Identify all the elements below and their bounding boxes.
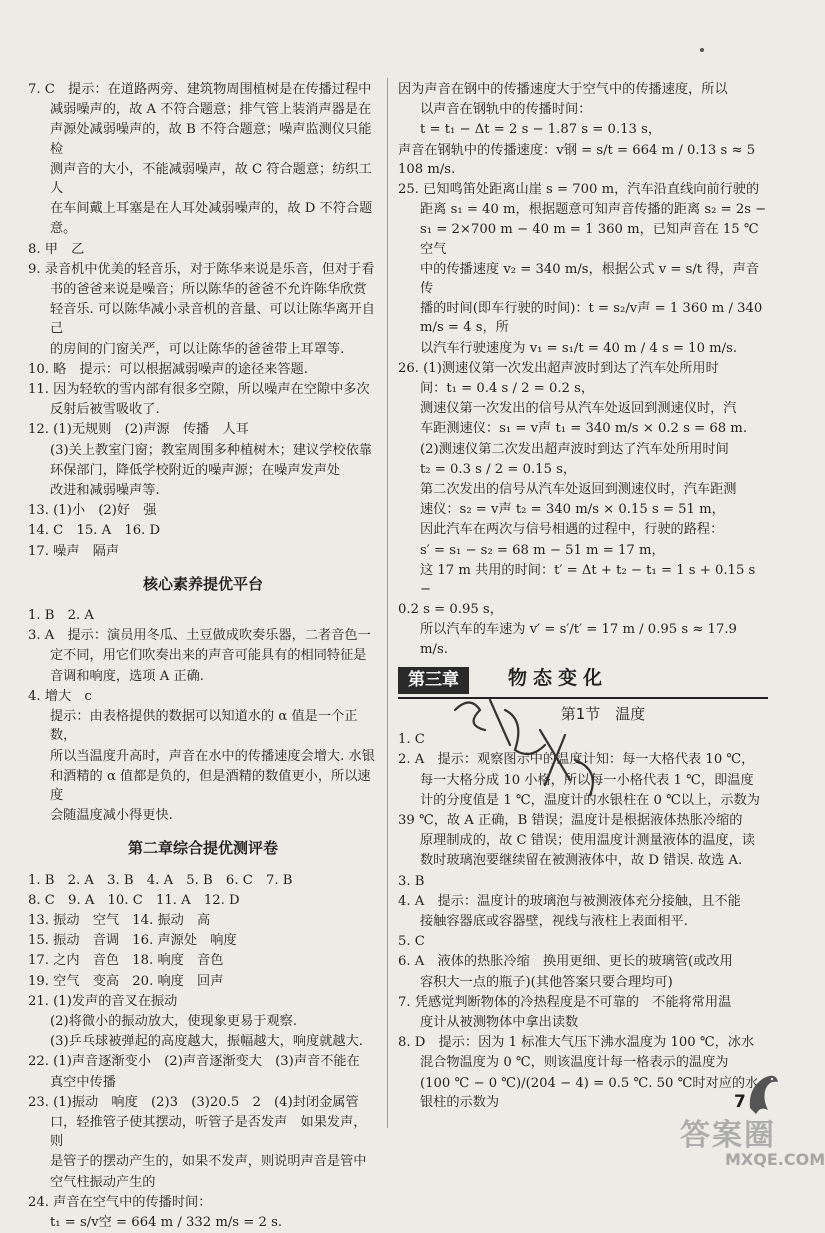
text-line: 书的爸爸来说是噪音；所以陈华的爸爸不允许陈华欣赏 bbox=[50, 282, 367, 298]
text-line: 所以当温度升高时，声音在水中的传播速度会增大. 水银 bbox=[50, 748, 375, 764]
text-line: (100 ℃ − 0 ℃)/(204 − 4) = 0.5 ℃. 50 ℃时对应的水银柱的示数为 bbox=[420, 1075, 759, 1110]
text-line: 21. (1)发声的音叉在振动 bbox=[28, 993, 178, 1009]
text-line: 轻音乐. 可以陈华减小录音机的音量、可以让陈华离开自己 bbox=[50, 302, 375, 337]
text-line: 24. 声音在空气中的传播时间： bbox=[28, 1194, 212, 1210]
left-column bbox=[28, 80, 378, 1233]
text-line: 4. 增大 c bbox=[28, 688, 92, 704]
column-divider bbox=[387, 78, 388, 1128]
text-line: 23. (1)振动 响度 (2)3 (3)20.5 2 (4)封闭金属管 bbox=[28, 1094, 359, 1110]
text-line: 中的传播速度 v₂ = 340 m/s，根据公式 v = s/t 得，声音传 bbox=[420, 261, 760, 297]
core-answers bbox=[28, 606, 378, 825]
text-line: (2)将微小的振动放大，使现象更易于观察. bbox=[50, 1013, 298, 1029]
text-line: 在车间戴上耳塞是在人耳处减弱噪声的，故 D 不符合题 bbox=[50, 201, 373, 217]
text-line: s′ = s₁ − s₂ = 68 m − 51 m = 17 m， bbox=[420, 542, 665, 558]
text-line: 空气柱振动产生的 bbox=[50, 1174, 156, 1190]
text-line: 所以汽车的车速为 v′ = s′/t′ = 17 m / 0.95 s ≈ 17.9 m/s. bbox=[420, 622, 737, 657]
text-line: 39 ℃，故 A 正确，B 错误；温度计是根据液体热胀冷缩的 bbox=[398, 812, 743, 828]
text-line: (2)测速仪第二次发出超声波时到达了汽车处所用时间 bbox=[420, 441, 729, 457]
page-number: 7 bbox=[734, 1092, 746, 1112]
text-line: 测速仪第一次发出的信号从汽车处返回到测速仪时，汽 bbox=[420, 401, 737, 417]
text-line: 减弱噪声的，故 A 不符合题意；排气管上装消声器是在 bbox=[50, 102, 372, 118]
text-line: 0.2 s = 0.95 s， bbox=[398, 602, 503, 618]
text-line: 2. A 提示：观察图示中的温度计知：每一大格代表 10 ℃， bbox=[398, 752, 755, 768]
text-line: 6. A 液体的热胀冷缩 换用更细、更长的玻璃管(或改用 bbox=[398, 954, 733, 970]
text-line: 以汽车行驶速度为 v₁ = s₁/t = 40 m / 4 s = 10 m/s. bbox=[420, 340, 738, 356]
text-line: 因为声音在钢中的传播速度大于空气中的传播速度，所以 bbox=[398, 82, 728, 97]
chapter-title: 物态变化 bbox=[508, 666, 609, 689]
text-line: 真空中传播 bbox=[50, 1074, 116, 1090]
text-line: 反射后被雪吸收了. bbox=[50, 402, 160, 418]
text-line: 17. 噪声 隔声 bbox=[28, 543, 120, 559]
text-line: 14. C 15. A 16. D bbox=[28, 523, 161, 539]
watermark-logo: 答案圈 bbox=[680, 1118, 776, 1153]
section-title-core: 核心素养提优平台 bbox=[142, 574, 263, 593]
text-line: 是管子的摆动产生的，如果不发声，则说明声音是管中 bbox=[50, 1154, 367, 1170]
watermark-url: MXQE.COM bbox=[725, 1150, 825, 1169]
text-line: 8. 甲 乙 bbox=[28, 241, 85, 257]
text-line: 度计从被测物体中拿出读数 bbox=[420, 1014, 579, 1030]
text-line: t = t₁ − Δt = 2 s − 1.87 s = 0.13 s， bbox=[420, 122, 662, 138]
text-line: 5. C bbox=[398, 934, 425, 950]
text-line: 19. 空气 变高 20. 响度 回声 bbox=[28, 973, 224, 989]
text-line: 3. A 提示：演员用冬瓜、土豆做成吹奏乐器，二者音色一 bbox=[28, 628, 371, 644]
text-line: 25. 已知鸣笛处距离山崖 s = 700 m，汽车沿直线向前行驶的 bbox=[398, 182, 760, 198]
text-line: 13. 振动 空气 14. 振动 高 bbox=[28, 912, 211, 928]
text-line: t₂ = 0.3 s / 2 = 0.15 s， bbox=[420, 461, 577, 477]
text-line: 8. C 9. A 10. C 11. A 12. D bbox=[28, 892, 240, 908]
text-line: 音调和响度，选项 A 正确. bbox=[50, 668, 204, 684]
text-line: 11. 因为轻软的雪内部有很多空隙，所以噪声在空隙中多次 bbox=[28, 382, 370, 398]
left-answer-block bbox=[28, 80, 378, 561]
text-line: 测声音的大小，不能减弱噪声，故 C 符合题意；纺织工人 bbox=[50, 161, 372, 197]
text-line: 和酒精的 α 值都是负的，但是酒精的数值更小，所以速度 bbox=[50, 768, 371, 803]
text-line: 1. B 2. A 3. B 4. A 5. B 6. C 7. B bbox=[28, 872, 293, 888]
text-line: 第二次发出的信号从汽车处返回到测速仪时，汽车距测 bbox=[420, 482, 737, 498]
text-line: 接触容器底或容器壁，视线与液柱上表面相平. bbox=[420, 913, 688, 929]
text-line: 混合物温度为 0 ℃，则该温度计每一格表示的温度为 bbox=[420, 1055, 729, 1071]
text-line: 1. C bbox=[398, 732, 425, 748]
text-line: t₁ = s/v空 = 664 m / 332 m/s = 2 s. bbox=[50, 1214, 283, 1230]
text-line: 9. 录音机中优美的轻音乐，对于陈华来说是乐音，但对于看 bbox=[28, 261, 375, 277]
text-line: 4. A 提示：温度计的玻璃泡与被测液体充分接触，且不能 bbox=[398, 893, 741, 909]
text-line: (3)乒乓球被弹起的高度越大，振幅越大，响度就越大. bbox=[50, 1034, 363, 1050]
text-line: 间：t₁ = 0.4 s / 2 = 0.2 s， bbox=[420, 381, 595, 397]
text-line: 26. (1)测速仪第一次发出超声波时到达了汽车处所用时 bbox=[398, 360, 719, 376]
text-line: 这 17 m 共用的时间：t′ = Δt + t₂ − t₁ = 1 s + 0.15 s − bbox=[420, 562, 756, 598]
text-line: 改进和减弱噪声等. bbox=[50, 483, 160, 499]
text-line: 15. 振动 音调 16. 声源处 响度 bbox=[28, 933, 237, 949]
chapter2-answers bbox=[28, 871, 378, 1233]
text-line: 以声音在钢轨中的传播时间： bbox=[420, 102, 592, 118]
text-line: 意。 bbox=[50, 221, 77, 237]
right-answer-block bbox=[398, 80, 768, 659]
text-line: 3. B bbox=[398, 873, 425, 889]
text-line: 1. B 2. A bbox=[28, 608, 94, 624]
text-line: 声音在钢轨中的传播速度：v钢 = s/t = 664 m / 0.13 s ≈ 5 108 m/s. bbox=[398, 142, 756, 177]
text-line: s₁ = 2×700 m − 40 m = 1 360 m，已知声音在 15 ℃空气 bbox=[420, 222, 759, 257]
text-line: 每一大格分成 10 小格，所以每一小格代表 1 ℃，即温度 bbox=[420, 772, 754, 788]
text-line: 的房间的门窗关严，可以让陈华的爸爸带上耳罩等. bbox=[50, 341, 345, 357]
text-line: 因此汽车在两次与信号相遇的过程中，行驶的路程： bbox=[420, 522, 724, 538]
handwriting-scribble-icon bbox=[450, 690, 620, 810]
text-line: 会随温度减小得更快. bbox=[50, 808, 173, 824]
text-line: 22. (1)声音逐渐变小 (2)声音逐渐变大 (3)声音不能在 bbox=[28, 1054, 360, 1070]
text-line: 距离 s₁ = 40 m，根据题意可知声音传播的距离 s₂ = 2s − bbox=[420, 202, 767, 218]
text-line: 车距测速仪：s₁ = v声 t₁ = 340 m/s × 0.2 s = 68 m. bbox=[420, 421, 748, 437]
text-line: 定不同，用它们吹奏出来的声音可能具有的相同特征是 bbox=[50, 648, 367, 664]
text-line: 8. D 提示：因为 1 标准大气压下沸水温度为 100 ℃，冰水 bbox=[398, 1035, 755, 1051]
text-line: 12. (1)无规则 (2)声源 传播 人耳 bbox=[28, 422, 249, 438]
right-column bbox=[398, 80, 768, 1113]
scan-mark bbox=[700, 48, 704, 52]
text-line: 速仪：s₂ = v声 t₂ = 340 m/s × 0.15 s = 51 m， bbox=[420, 502, 725, 518]
chapter-label: 第三章 bbox=[398, 667, 469, 694]
text-line: 数时玻璃泡要继续留在被测液体中，故 D 错误. 故选 A. bbox=[420, 853, 743, 869]
text-line: 10. 略 提示：可以根据减弱噪声的途径来答题. bbox=[28, 361, 308, 377]
text-line: 原理制成的，故 C 错误；使用温度计测量液体的温度，读 bbox=[420, 833, 755, 849]
section-title-chapter2-test: 第二章综合提优测评卷 bbox=[127, 839, 278, 858]
text-line: 环保部门，降低学校附近的噪声源；在噪声发声处 bbox=[50, 462, 341, 478]
text-line: 计的分度值是 1 ℃，温度计的水银柱在 0 ℃以上，示数为 bbox=[420, 792, 760, 808]
text-line: 7. C 提示：在道路两旁、建筑物周围植树是在传播过程中 bbox=[28, 82, 372, 97]
text-line: 13. (1)小 (2)好 强 bbox=[28, 503, 157, 519]
text-line: 播的时间(即车行驶的时间)：t = s₂/v声 = 1 360 m / 340 m/s = 4 s，所 bbox=[420, 301, 763, 336]
text-line: 声源处减弱噪声的，故 B 不符合题意；噪声监测仪只能检 bbox=[50, 122, 372, 157]
text-line: (3)关上教室门窗；教室周围多种植树木；建议学校依靠 bbox=[50, 442, 372, 458]
text-line: 口，轻推管子使其摆动，听管子是否发声 如果发声，则 bbox=[50, 1114, 367, 1150]
text-line: 17. 之内 音色 18. 响度 音色 bbox=[28, 953, 224, 969]
text-line: 容积大一点的瓶子)(其他答案只要合理均可) bbox=[420, 974, 673, 990]
text-line: 提示：由表格提供的数据可以知道水的 α 值是一个正数， bbox=[50, 709, 358, 744]
text-line: 7. 凭感觉判断物体的冷热程度是不可靠的 不能将常用温 bbox=[398, 994, 732, 1010]
section-heading: 第1节 温度 bbox=[560, 704, 646, 723]
